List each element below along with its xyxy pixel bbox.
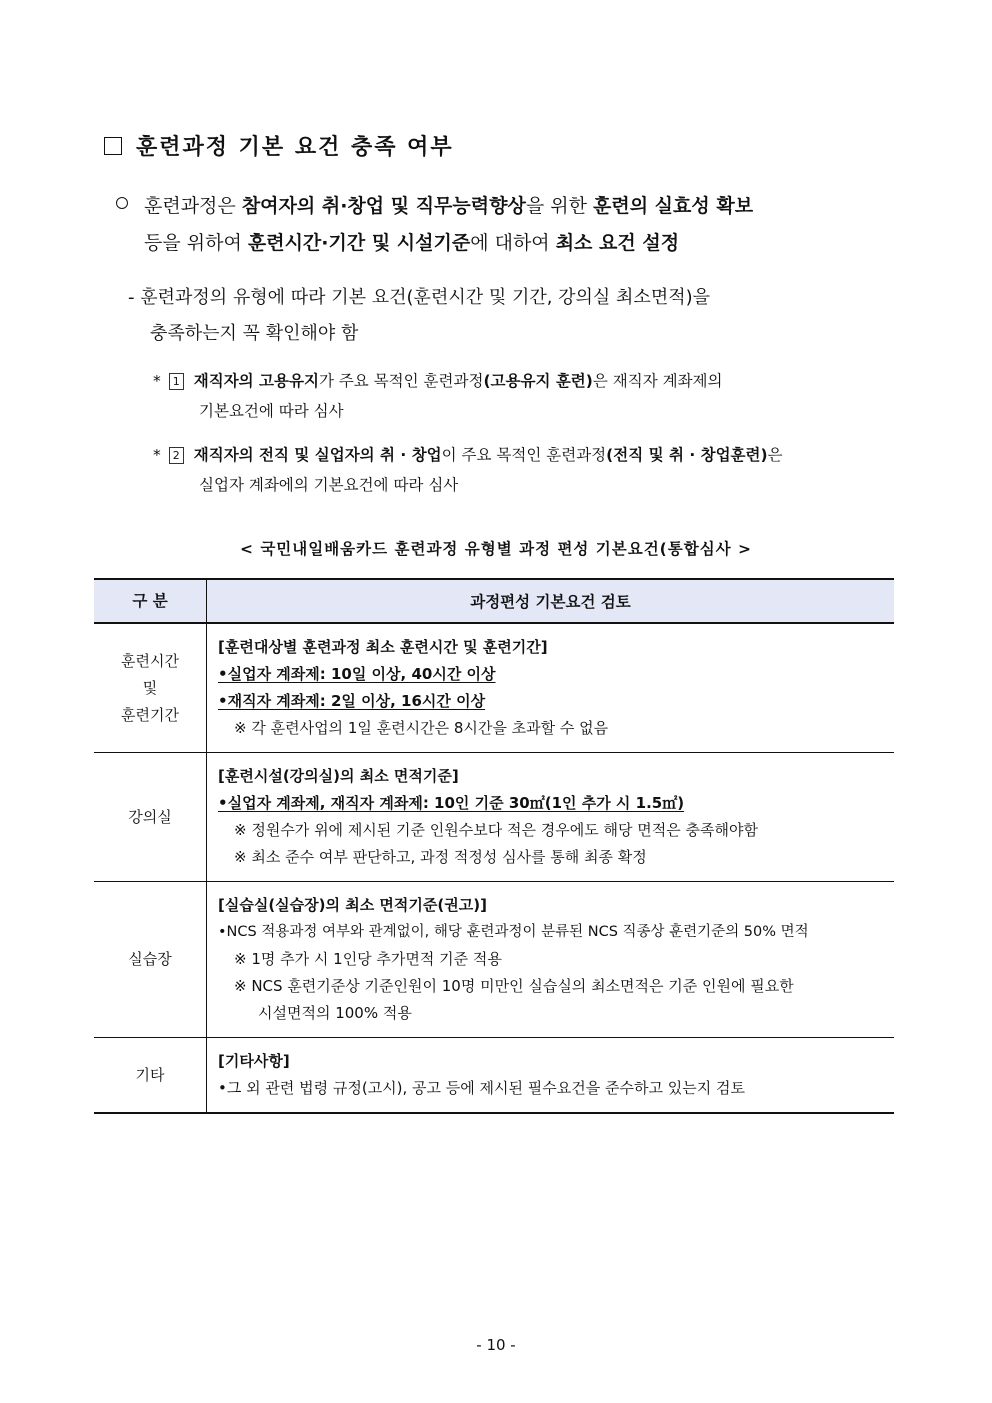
section-heading-text: 훈련과정 기본 요건 충족 여부 [136,135,454,160]
bold-text: (전직 및 취 · 창업훈련) [606,446,768,464]
text: 충족하는지 꼭 확인해야 함 [150,323,359,344]
item [218,688,886,715]
table-row [94,1038,894,1114]
label-line: 및 [142,678,158,697]
text: 훈련과정은 [144,195,242,217]
row-label: 강의실 [94,753,207,882]
requirements-table [94,578,894,1114]
row-content [207,1038,895,1114]
bold-text: 훈련시간·기간 및 시설기준 [247,232,471,254]
circle-bullet-icon [116,197,128,209]
text: 가 주요 목적인 훈련과정 [318,372,484,390]
table-header-row [94,579,894,623]
boxed-number: 2 [169,447,184,464]
section-heading [104,130,454,161]
sub-paragraph [128,280,900,352]
item: •그 외 관련 법령 규정(고시), 공고 등에 제시된 필수요건을 준수하고 있는지 검토 [218,1079,745,1097]
row-content [207,882,895,1038]
bold-text: (고용유지 훈련) [483,372,593,390]
underlined-text: •실업자 계좌제, 재직자 계좌제: 10인 기준 30㎡(1인 추가 시 1.5㎡) [218,794,685,812]
row-label: 기타 [94,1038,207,1114]
row-content [207,623,895,753]
header-review: 과정편성 기본요건 검토 [207,579,895,623]
label-line: 훈련기간 [121,705,179,724]
table-row [94,753,894,882]
text: 이 주요 목적인 훈련과정 [441,446,607,464]
bold-text: 재직자의 고용유지 [193,372,319,390]
row-label: 실습장 [94,882,207,1038]
row-heading: [기타사항] [218,1052,290,1070]
text: 은 재직자 계좌제의 [592,372,723,390]
bold-text: 참여자의 취·창업 및 직무능력향상 [241,195,526,217]
row-heading: [훈련대상별 훈련과정 최소 훈련시간 및 훈련기간] [218,638,548,656]
item [218,661,886,688]
intro-paragraph [116,188,901,262]
star-marker: * [153,446,161,464]
table-row [94,882,894,1038]
bold-text: 재직자의 전직 및 실업자의 취 · 창업 [193,446,442,464]
header-category: 구 분 [94,579,207,623]
star-marker: * [153,372,161,390]
row-heading: [실습실(실습장)의 최소 면적기준(권고)] [218,896,487,914]
underlined-text: •재직자 계좌제: 2일 이상, 16시간 이상 [218,692,486,710]
text: 등을 위하여 [144,232,248,254]
note-line: ※ 정원수가 위에 제시된 기준 인원수보다 적은 경우에도 해당 면적은 충족해야함 [234,821,758,839]
text: - 훈련과정의 유형에 따라 기본 요건(훈련시간 및 기간, 강의실 최소면적)을 [128,287,711,308]
underlined-text: •실업자 계좌제: 10일 이상, 40시간 이상 [218,665,496,683]
row-label [94,623,207,753]
text: 을 위한 [525,195,593,217]
bold-text: 훈련의 실효성 확보 [593,195,754,217]
checkbox-square-icon [104,137,122,155]
item [218,790,886,817]
row-heading: [훈련시설(강의실)의 최소 면적기준] [218,767,459,785]
note-line: ※ 각 훈련사업의 1일 훈련시간은 8시간을 초과할 수 없음 [234,719,609,737]
boxed-number: 1 [169,373,184,390]
text: 은 [767,446,783,464]
label-line: 훈련시간 [121,651,179,670]
note-line: ※ 1명 추가 시 1인당 추가면적 기준 적용 [234,950,502,968]
page-number: - 10 - [476,1336,516,1354]
table-caption: < 국민내일배움카드 훈련과정 유형별 과정 편성 기본요건(통합심사 > [239,540,753,558]
item: •NCS 적용과정 여부와 관계없이, 해당 훈련과정이 분류된 NCS 직종상 훈련기준의 50% 면적 [218,924,809,940]
text: 기본요건에 따라 심사 [199,402,344,420]
table-row [94,623,894,753]
note-line: ※ 최소 준수 여부 판단하고, 과정 적정성 심사를 통해 최종 확정 [234,848,647,866]
note-2 [153,440,901,500]
note-1 [153,366,901,426]
row-content [207,753,895,882]
bold-text: 최소 요건 설정 [555,232,680,254]
text: 실업자 계좌에의 기본요건에 따라 심사 [199,476,459,494]
note-line: ※ NCS 훈련기준상 기준인원이 10명 미만인 실습실의 최소면적은 기준 인원에 필요한 [234,977,794,995]
note-line: 시설면적의 100% 적용 [258,1004,412,1022]
text: 에 대하여 [470,232,556,254]
